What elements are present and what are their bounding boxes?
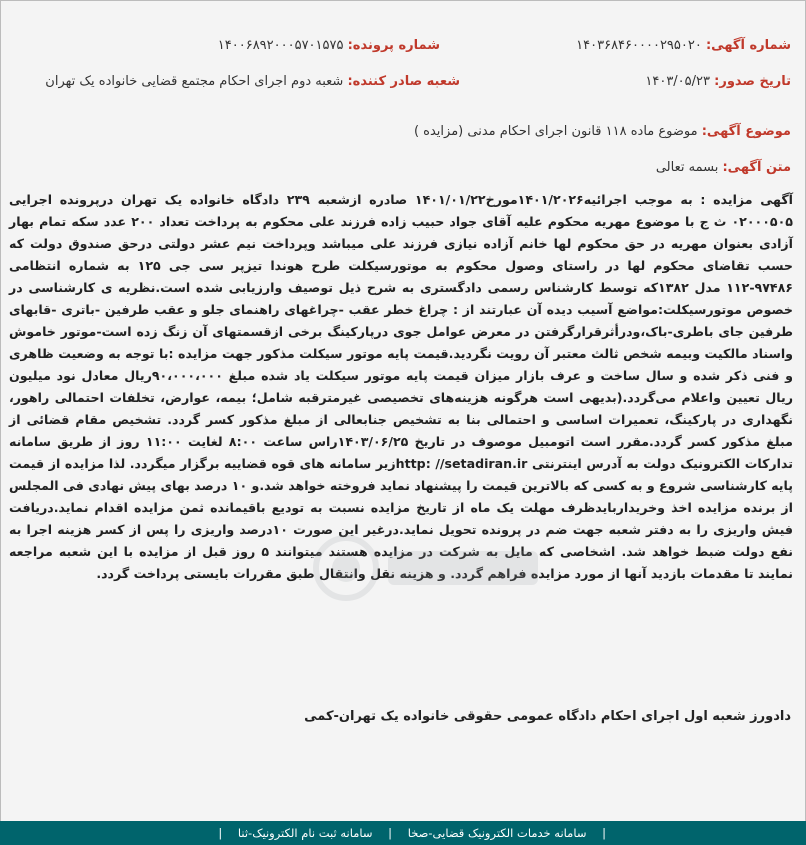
issue-date-label: تاریخ صدور: [714, 74, 791, 89]
text-label: متن آگهی: [722, 160, 791, 175]
subject-row [414, 123, 791, 141]
footer-separator: | [388, 826, 393, 840]
footer-link-sakha[interactable]: سامانه خدمات الکترونیک قضایی-صخا [407, 826, 587, 840]
case-number-value: ۱۴۰۰۶۸۹۲۰۰۰۵۷۰۱۵۷۵ [217, 38, 344, 53]
body-part-1: آگهی مزایده : به موجب اجرائیه۱۴۰۱/۲۰۲۶مورخ۱۴۰۱/۰۱/۲۲ صادره ازشعبه ۲۳۹ دادگاه خانواده یک تهران درپرونده اجرایی ۰۲۰۰۰۵۰۵ ث ج با موضوع مهریه محکوم علیه آقای جواد حبیب زاده فرزند علی محکوم به پرداخت تعداد ۲۰۰ عدد سکه تمام بهار آزادی بعنوان مهریه در حق محکوم لها خانم آزاده نیازی فرزند علی میباشد وپرداخت نیم عشر دولتی درحق صندوق دولت که حسب تقاضای محکوم لها در راستای وصول محکوم به موتورسیکلت طرح هوندا تیزپر سی جی ۱۲۵ به شماره انتظامی ۹۷۴۸۶-۱۱۲ مدل ۱۳۸۲که توسط کارشناس رسمی دادگستری به شرح ذیل توصیف وارزیابی شده است.نظریه ی کارشناسی در خصوص موتورسیکلت:مواضع آسیب دیده آن عبارتند از : چراغ خطر عقب -چراغهای راهنمای جلو و عقب طرفین -باتری -قابهای طرفین جای باطری-باک،ودرأثرقرارگرفتن در معرض عوامل جوی درپارکینگ برخی ازقسمتهای آن زنگ زده است-موتور خاموش واسناد مالکیت وبیمه شخص ثالث معتبر آن رویت نگردید.قیمت پایه موتور سیکلت مذکور جهت مزایده :با توجه به وضعیت ظاهری و فنی ذکر شده و سال ساخت و عرف بازار میزان قیمت پایه موتور سیکلت یاد شده مبلغ ۹۰،۰۰۰،۰۰۰ریال معادل نود میلیون ریال تعیین واعلام می‌گردد.(بدیهی است هرگونه هزینه‌های تخصیصی غیرمترقبه شامل؛ بیمه، عوارض، تخلفات احتمالی راهور، نگهداری در پارکینگ، تعمیرات اساسی و احتمالی بنا به تشخیص جنابعالی از مبلغ مذکور کسر گردد. تشخیص مقام قضائی از مبلغ مذکور کسر گردد.مقرر است اتومبیل موصوف در تاریخ ۱۴۰۳/۰۶/۲۵راس ساعت ۸:۰۰ لغایت ۱۱:۰۰ روز از طریق سامانه تدارکات الکترونیک دولت به آدرس اینترنتی [9, 192, 794, 471]
notice-number-label: شماره آگهی: [705, 38, 791, 53]
issuer-row [45, 73, 460, 91]
text-intro: بسمه تعالی [655, 160, 719, 175]
footer-separator: | [218, 826, 223, 840]
footer-link-sana[interactable]: سامانه ثبت نام الکترونیک-ثنا [237, 826, 373, 840]
issue-date-value: ۱۴۰۳/۰۵/۲۳ [645, 74, 710, 89]
notice-number-row [576, 37, 791, 55]
signature: دادورز شعبه اول اجرای احکام دادگاه عمومی حقوقی خانواده یک تهران-کمی [304, 709, 791, 724]
issuer-label: شعبه صادر کننده: [347, 74, 460, 89]
footer-separator: | [602, 826, 606, 840]
case-number-row [218, 37, 440, 55]
setadiran-link[interactable]: http: //setadiran.ir [395, 456, 528, 471]
case-number-label: شماره پرونده: [347, 38, 440, 53]
footer-links [218, 821, 606, 845]
subject-label: موضوع آگهی: [701, 124, 791, 139]
footer-bar [0, 821, 806, 845]
issue-date-row [645, 73, 791, 91]
body-part-2: زیر سامانه های قوه قضاییه برگزار میگردد. لذا مزایده از قیمت پایه کارشناسی شروع و به کسی که بالاترین قیمت را پیشنهاد نماید فروخته خواهد شد.و ۱۰ درصد بهای پیش نهادی فی المجلس از برنده مزایده اخذ وخریداربایدظرف مهلت یک ماه از تاریخ مزایده نسبت به تودیع باقیمانده ثمن مزایده اقدام نماید.دریافت فیش واریزی را به دفتر شعبه جهت ضم در پرونده تحویل نماید.درغیر این صورت ۱۰درصد واریزی را پس از کسر هزینه اجرا به نفع دولت ضبط خواهد شد. اشخاصی که مایل به شرکت در مزایده هستند میتوانند ۵ روز قبل از مزایده با این شعبه مراجعه نمایند تا مقدمات بازدید آنها از مورد مزایده فراهم گردد. و هزینه نقل وانتقال طبق مقررات بایستی پرداخت گردد. [9, 456, 793, 581]
notice-number-value: ۱۴۰۳۶۸۴۶۰۰۰۰۲۹۵۰۲۰ [576, 38, 702, 53]
text-label-row [656, 159, 791, 177]
notice-body [9, 189, 793, 585]
subject-value: موضوع ماده ۱۱۸ قانون اجرای احکام مدنی (مزایده ) [413, 124, 698, 139]
issuer-value: شعبه دوم اجرای احکام مجتمع قضایی خانواده یک تهران [45, 74, 344, 89]
